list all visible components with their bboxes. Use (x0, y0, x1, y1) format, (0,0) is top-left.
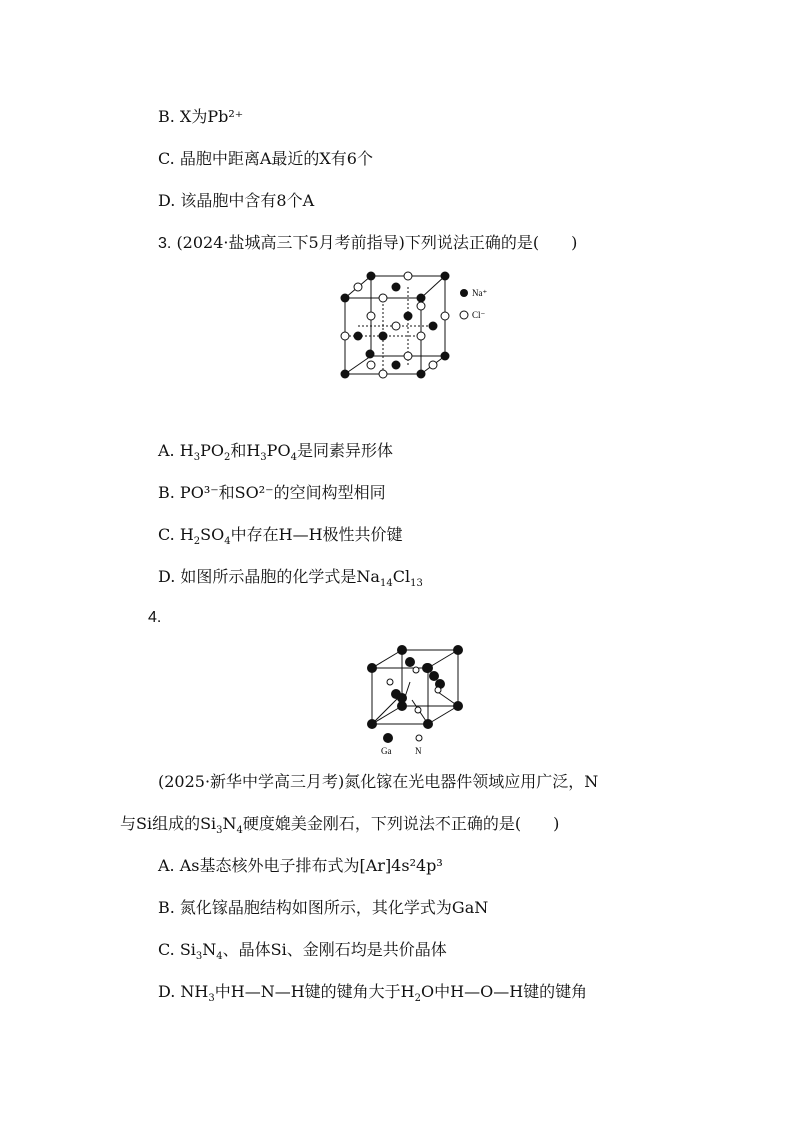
question-3-number: 3. (158, 235, 172, 252)
na-legend-label: Na⁺ (472, 288, 488, 298)
ga-legend-marker (383, 733, 393, 743)
question-4-stem-line-2: 与Si组成的$Si_3N_4$硬度媲美金刚石，下列说法不正确的是( ) (120, 814, 560, 837)
n-legend-label: N (415, 746, 422, 756)
question-4-stem-line-1: (2025·新华中学高三月考)氮化镓在光电器件领域应用广泛，N (158, 772, 599, 791)
option-3b: B. PO³⁻和SO²⁻的空间构型相同 (158, 483, 386, 502)
option-2d: D. 该晶胞中含有8个A (158, 191, 315, 210)
option-4d: D. $NH_3$中H—N—H键的键角大于$H_2O$中H—O—H键的键角 (158, 982, 588, 1005)
na-legend-marker (460, 289, 468, 297)
option-4a: A. As基态核外电子排布式为[Ar]4s²4p³ (158, 856, 443, 875)
option-3d: D. 如图所示晶胞的化学式是$Na_{14}Cl_{13}$ (158, 567, 423, 590)
option-2c: C. 晶胞中距离A最近的X有6个 (158, 149, 373, 168)
option-2b: B. X为Pb²⁺ (158, 107, 244, 126)
n-legend-marker (416, 735, 422, 741)
question-3-header (158, 232, 577, 255)
option-4b: B. 氮化镓晶胞结构如图所示，其化学式为GaN (158, 898, 489, 917)
cl-legend-label: Cl⁻ (472, 310, 486, 320)
gan-unit-cell-figure (360, 640, 470, 758)
option-3c: C. $H_2SO_4$中存在H—H极性共价键 (158, 525, 403, 548)
question-4-number: 4. (148, 609, 162, 626)
nacl-unit-cell-figure (335, 268, 495, 380)
option-3a: A. $H_3PO_2$和$H_3PO_4$是同素异形体 (158, 441, 393, 464)
option-4c: C. $Si_3N_4$、晶体Si、金刚石均是共价晶体 (158, 940, 447, 963)
question-3-stem: (2024·盐城高三下5月考前指导)下列说法正确的是( ) (176, 233, 578, 252)
cl-legend-marker (460, 311, 468, 319)
ga-legend-label: Ga (381, 746, 392, 756)
